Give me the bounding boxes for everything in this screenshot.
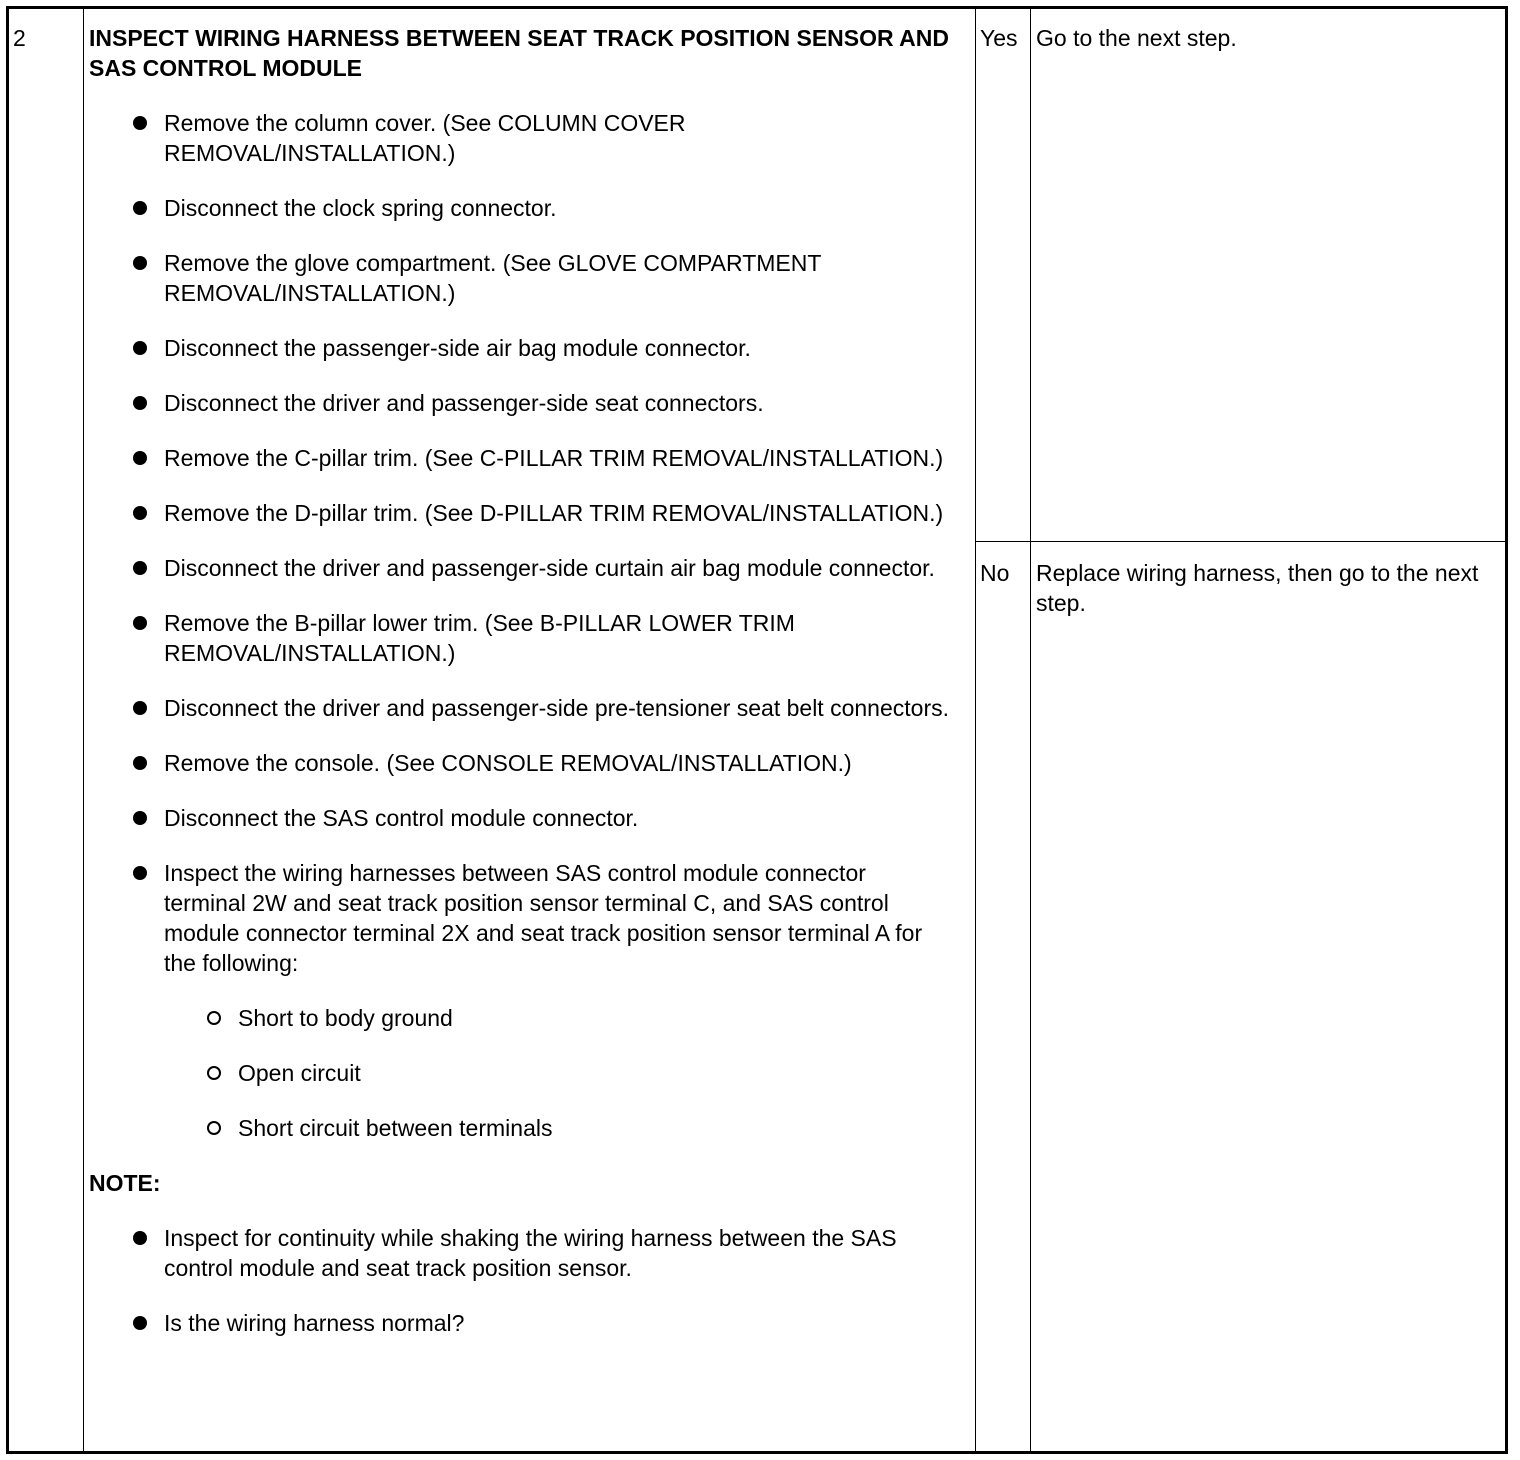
answer-yes-action: Go to the next step. [1036,25,1237,51]
list-item: Remove the C-pillar trim. (See C-PILLAR TRIM REMOVAL/INSTALLATION.) [89,443,949,473]
bullet-dot-icon [133,561,147,575]
bullet-dot-icon [133,811,147,825]
sub-list-item: Short circuit between terminals [89,1113,949,1143]
list-item: Remove the console. (See CONSOLE REMOVAL/INSTALLATION.) [89,748,949,778]
bullet-dot-icon [133,1316,147,1330]
list-item: Inspect the wiring harnesses between SAS control module connector terminal 2W and seat track position sensor terminal C, and SAS control module connector terminal 2X and seat track position sensor terminal A for the following: [89,858,949,978]
step-number: 2 [13,25,26,51]
bullet-dot-icon [133,256,147,270]
bullet-circle-icon [207,1066,221,1080]
list-item: Disconnect the driver and passenger-side pre-tensioner seat belt connectors. [89,693,949,723]
bullet-dot-icon [133,701,147,715]
bullet-dot-icon [133,396,147,410]
answer-yes-label: Yes [980,25,1018,51]
note-label: NOTE: [89,1170,161,1196]
bullet-dot-icon [133,451,147,465]
answer-no-label: No [980,560,1010,586]
bullet-dot-icon [133,116,147,130]
bullet-dot-icon [133,756,147,770]
list-item: Remove the B-pillar lower trim. (See B-PILLAR LOWER TRIM REMOVAL/INSTALLATION.) [89,608,949,668]
list-item: Remove the glove compartment. (See GLOVE COMPARTMENT REMOVAL/INSTALLATION.) [89,248,949,308]
sub-list-item: Open circuit [89,1058,949,1088]
action-list [89,108,949,1363]
column-divider-action [975,9,976,1451]
list-item: Disconnect the clock spring connector. [89,193,949,223]
bullet-dot-icon [133,341,147,355]
bullet-circle-icon [207,1121,221,1135]
bullet-dot-icon [133,866,147,880]
bullet-dot-icon [133,616,147,630]
list-item: Disconnect the driver and passenger-side seat connectors. [89,388,949,418]
list-item: Is the wiring harness normal? [89,1308,949,1338]
bullet-dot-icon [133,506,147,520]
list-item: Disconnect the SAS control module connector. [89,803,949,833]
list-item: Disconnect the driver and passenger-side curtain air bag module connector. [89,553,949,583]
bullet-dot-icon [133,201,147,215]
column-divider-step [83,9,84,1451]
step-title: INSPECT WIRING HARNESS BETWEEN SEAT TRACK POSITION SENSOR AND SAS CONTROL MODULE [89,25,949,81]
row-divider-yes-no [975,541,1505,542]
procedure-table [6,6,1508,1454]
column-divider-answer [1030,9,1031,1451]
list-item: Remove the column cover. (See COLUMN COVER REMOVAL/INSTALLATION.) [89,108,949,168]
bullet-dot-icon [133,1231,147,1245]
sub-list-item: Short to body ground [89,1003,949,1033]
answer-no-action: Replace wiring harness, then go to the next step. [1036,560,1479,616]
bullet-circle-icon [207,1011,221,1025]
list-item: Remove the D-pillar trim. (See D-PILLAR TRIM REMOVAL/INSTALLATION.) [89,498,949,528]
list-item: Inspect for continuity while shaking the wiring harness between the SAS control module and seat track position sensor. [89,1223,949,1283]
list-item: Disconnect the passenger-side air bag module connector. [89,333,949,363]
